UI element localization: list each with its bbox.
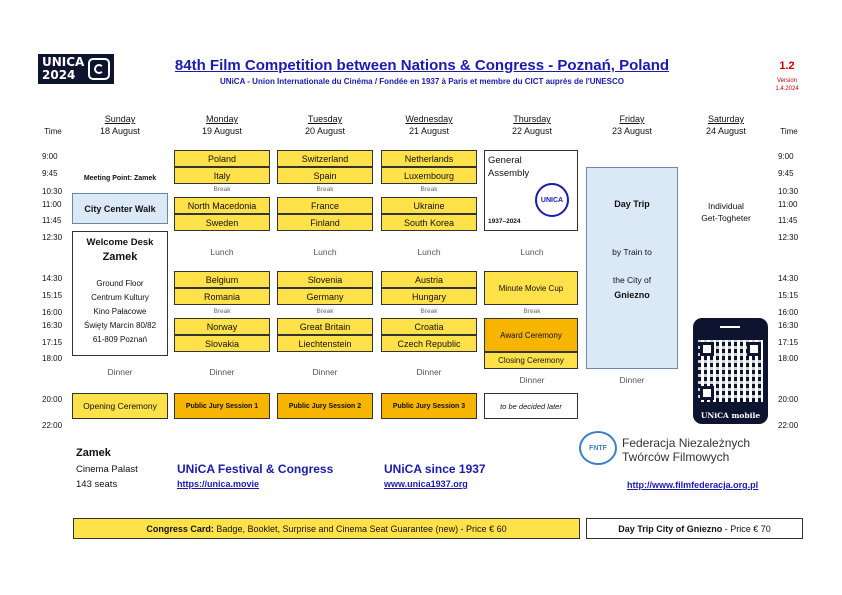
day-trip-title: Day Trip	[614, 199, 650, 209]
dinner-wednesday: Dinner	[416, 367, 442, 377]
closing-ceremony: Closing Ceremony	[484, 352, 578, 369]
address-block	[84, 277, 156, 347]
session-wednesday: Hungary	[381, 288, 477, 305]
break-label: Break	[316, 186, 334, 193]
opening-ceremony: Opening Ceremony	[72, 393, 168, 419]
session-wednesday: Ukraine	[381, 197, 477, 214]
session-tuesday: Great Britain	[277, 318, 373, 335]
time-right: 9:45	[778, 169, 794, 178]
session-monday: Poland	[174, 150, 270, 167]
city-center-walk: City Center Walk	[72, 193, 168, 224]
day-trip-price-label: Day Trip City of Gniezno	[618, 523, 723, 534]
general-assembly-years: 1937–2024	[488, 218, 521, 225]
day-name: Wednesday	[405, 114, 453, 124]
lunch-label: Lunch	[520, 247, 544, 257]
session-monday: Sweden	[174, 214, 270, 231]
session-tuesday: France	[277, 197, 373, 214]
session-monday: Romania	[174, 288, 270, 305]
unica-festival-link[interactable]: https://unica.movie	[177, 479, 260, 489]
break-label: Break	[213, 186, 231, 193]
version-number: 1.2	[779, 60, 795, 72]
award-ceremony: Award Ceremony	[484, 318, 578, 352]
address-line: 61-809 Poznań	[92, 335, 148, 344]
lunch-label: Lunch	[313, 247, 337, 257]
meeting-point: Meeting Point: Zamek	[83, 175, 157, 182]
time-left: 16:30	[42, 321, 63, 330]
day-date: 24 August	[705, 126, 747, 136]
public-jury-session-1: Public Jury Session 1	[174, 393, 270, 419]
break-label: Break	[420, 186, 438, 193]
day-trip-price-bar	[586, 518, 803, 539]
time-right: 11:45	[778, 216, 798, 225]
session-monday: Slovakia	[174, 335, 270, 352]
unica-since-link[interactable]: www.unica1937.org	[384, 479, 468, 489]
day-name: Tuesday	[307, 114, 343, 124]
day-date: 22 August	[511, 126, 553, 136]
day-header-thursday	[484, 113, 580, 137]
day-header-sunday	[72, 113, 168, 137]
day-name: Friday	[619, 114, 645, 124]
version-date: 1.4.2024	[775, 86, 799, 92]
day-date: 18 August	[99, 126, 141, 136]
day-date: 20 August	[304, 126, 346, 136]
session-tuesday: Spain	[277, 167, 373, 184]
day-name: Thursday	[513, 114, 551, 124]
unica-mobile-qr[interactable]	[693, 318, 768, 424]
day-header-tuesday	[277, 113, 373, 137]
lunch-label: Lunch	[417, 247, 441, 257]
time-left: 16:00	[42, 308, 63, 317]
get-together	[680, 200, 772, 224]
day-header-friday	[586, 113, 678, 137]
session-wednesday: Czech Republic	[381, 335, 477, 352]
time-left: 15:15	[42, 291, 63, 300]
qr-code-icon	[698, 340, 763, 402]
unica-logo-icon	[88, 58, 110, 80]
unica-mobile-label: UNiCA mobile	[700, 411, 761, 420]
day-header-saturday	[680, 113, 772, 137]
time-right: 16:30	[778, 321, 799, 330]
session-tuesday: Germany	[277, 288, 373, 305]
session-tuesday: Switzerland	[277, 150, 373, 167]
session-wednesday: Netherlands	[381, 150, 477, 167]
time-right: 22:00	[778, 421, 799, 430]
page-subtitle: UNiCA - Union Internationale du Cinéma / Fondée en 1937 à Paris et membre du CICT auprès de l'UNESCO	[220, 77, 624, 86]
session-wednesday: Luxembourg	[381, 167, 477, 184]
address-line: Centrum Kultury	[91, 293, 149, 302]
welcome-desk-title: Welcome Desk	[86, 237, 154, 248]
day-trip-gniezno: Gniezno	[614, 290, 650, 300]
session-wednesday: Croatia	[381, 318, 477, 335]
lunch-label: Lunch	[210, 247, 234, 257]
session-tuesday: Liechtenstein	[277, 335, 373, 352]
break-label: Break	[316, 308, 334, 315]
time-right: 9:00	[778, 152, 794, 161]
address-line: Kino Pałacowe	[93, 307, 147, 316]
day-name: Sunday	[104, 114, 136, 124]
dinner-monday: Dinner	[209, 367, 235, 377]
unica-seal-icon	[535, 183, 569, 217]
day-date: 21 August	[408, 126, 450, 136]
general-assembly-title: General Assembly	[488, 155, 530, 179]
day-date: 19 August	[201, 126, 243, 136]
congress-card-text: Badge, Booklet, Surprise and Cinema Seat Guarantee (new) - Price € 60	[216, 523, 507, 534]
federation-name-line1: Federacja Niezależnych	[622, 436, 751, 450]
day-date: 23 August	[611, 126, 653, 136]
time-left: 11:00	[42, 200, 62, 209]
break-label: Break	[523, 308, 541, 315]
unica-logo	[38, 54, 114, 84]
unica-since-title: UNiCA since 1937	[384, 462, 486, 476]
venue-line2: 143 seats	[76, 479, 118, 490]
session-wednesday: South Korea	[381, 214, 477, 231]
minute-movie-cup: Minute Movie Cup	[484, 271, 578, 305]
time-left: 20:00	[42, 395, 63, 404]
time-right: 11:00	[778, 200, 798, 209]
time-left: 9:45	[42, 169, 58, 178]
dinner-thursday: Dinner	[519, 375, 545, 385]
session-tuesday: Slovenia	[277, 271, 373, 288]
logo-line1: UNICA	[42, 55, 85, 69]
venue-name: Zamek	[76, 447, 111, 459]
time-right: 16:00	[778, 308, 799, 317]
day-name: Saturday	[707, 114, 745, 124]
logo-line2: 2024	[42, 68, 76, 82]
time-label-left: Time	[44, 127, 62, 136]
time-left: 18:00	[42, 354, 63, 363]
get-together-line2: Get-Togheter	[701, 213, 751, 223]
dinner-friday: Dinner	[619, 375, 645, 385]
welcome-desk-place: Zamek	[102, 251, 138, 263]
congress-card-label: Congress Card:	[146, 523, 214, 534]
federation-name	[622, 436, 750, 464]
session-wednesday: Austria	[381, 271, 477, 288]
time-right: 10:30	[778, 187, 799, 196]
time-left: 22:00	[42, 421, 63, 430]
unica-festival-title: UNiCA Festival & Congress	[177, 462, 334, 476]
general-assembly-box	[484, 150, 578, 231]
federation-name-line2: Twórców Filmowych	[622, 450, 730, 464]
version-info	[762, 77, 812, 93]
time-left: 10:30	[42, 187, 63, 196]
time-right: 12:30	[778, 233, 799, 242]
get-together-line1: Individual	[708, 201, 744, 211]
break-label: Break	[420, 308, 438, 315]
time-left: 11:45	[42, 216, 62, 225]
to-be-decided: to be decided later	[484, 393, 578, 419]
session-monday: Italy	[174, 167, 270, 184]
address-line: Święty Marcin 80/82	[83, 321, 157, 330]
public-jury-session-2: Public Jury Session 2	[277, 393, 373, 419]
time-left: 12:30	[42, 233, 63, 242]
page-title: 84th Film Competition between Nations & Congress - Poznań, Poland	[174, 57, 670, 74]
day-trip-price-text: - Price € 70	[724, 523, 771, 534]
seal-text: UNICA	[540, 196, 564, 204]
welcome-desk-box	[72, 231, 168, 356]
time-left: 9:00	[42, 152, 58, 161]
day-trip-city: the City of	[612, 275, 652, 285]
federation-logo-icon	[579, 431, 617, 465]
time-right: 14:30	[778, 274, 799, 283]
time-right: 15:15	[778, 291, 799, 300]
phone-speaker-icon	[720, 326, 740, 328]
dinner-sunday: Dinner	[107, 367, 133, 377]
session-monday: North Macedonia	[174, 197, 270, 214]
address-line: Ground Floor	[96, 279, 144, 288]
dinner-tuesday: Dinner	[312, 367, 338, 377]
time-right: 18:00	[778, 354, 799, 363]
venue-line1: Cinema Palast	[76, 464, 138, 475]
day-trip-by: by Train to	[612, 247, 652, 257]
federation-link[interactable]: http://www.filmfederacja.org.pl	[627, 480, 759, 490]
time-right: 17:15	[778, 338, 799, 347]
day-header-monday	[174, 113, 270, 137]
federation-logo-text: FNTF	[589, 444, 607, 452]
time-right: 20:00	[778, 395, 799, 404]
time-left: 14:30	[42, 274, 63, 283]
day-trip-box	[586, 167, 678, 369]
session-tuesday: Finland	[277, 214, 373, 231]
session-monday: Norway	[174, 318, 270, 335]
day-name: Monday	[205, 114, 239, 124]
congress-card-bar	[73, 518, 580, 539]
public-jury-session-3: Public Jury Session 3	[381, 393, 477, 419]
session-monday: Belgium	[174, 271, 270, 288]
day-header-wednesday	[381, 113, 477, 137]
break-label: Break	[213, 308, 231, 315]
version-label: Version	[776, 78, 797, 84]
time-left: 17:15	[42, 338, 63, 347]
time-label-right: Time	[780, 127, 798, 136]
